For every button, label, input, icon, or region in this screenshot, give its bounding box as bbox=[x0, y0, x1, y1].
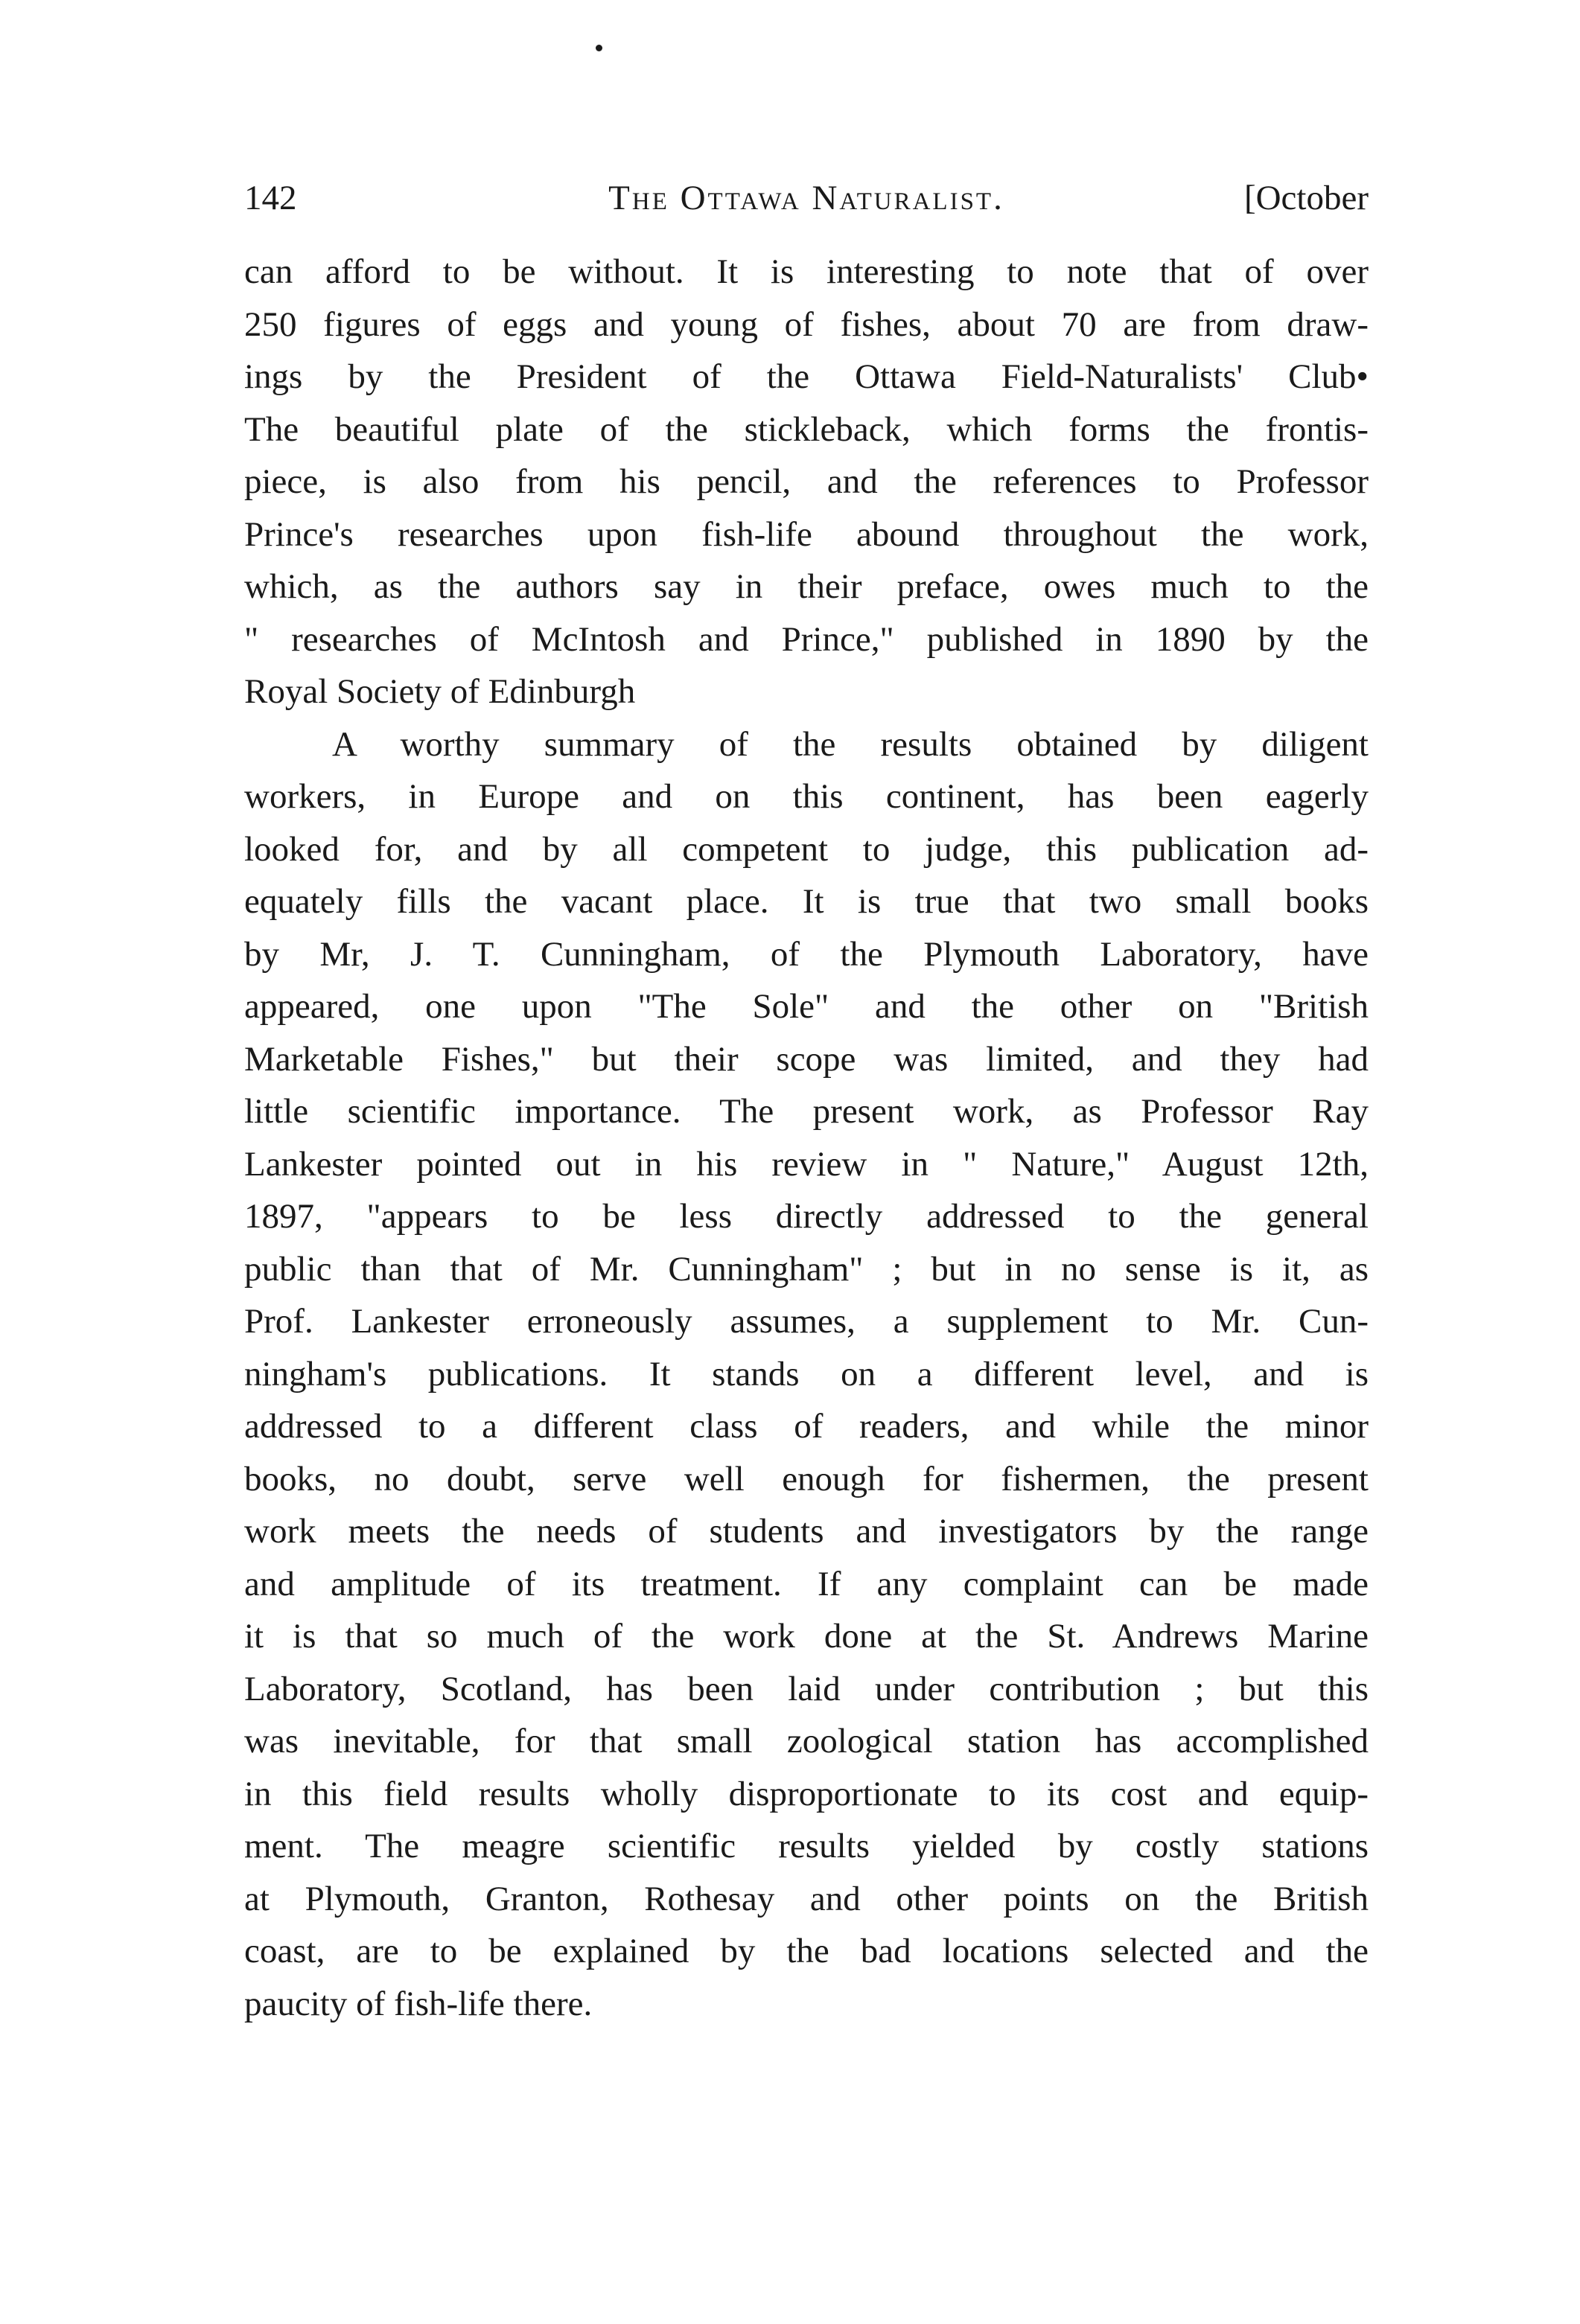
paragraph-2 bbox=[244, 718, 1369, 2031]
text-line: and amplitude of its treatment. If any complaint can be made bbox=[244, 1564, 1369, 1603]
running-head bbox=[244, 168, 1369, 228]
text-line: it is that so much of the work done at the St. Andrews Marine bbox=[244, 1617, 1369, 1656]
text-line: paucity of fish-life there. bbox=[244, 1984, 593, 2023]
text-line: ings by the President of the Ottawa Field-Naturalists' Club• bbox=[244, 357, 1369, 396]
text-line: Laboratory, Scotland, has been laid under contribution ; but this bbox=[244, 1669, 1369, 1708]
text-line: 250 figures of eggs and young of fishes, about 70 are from draw- bbox=[244, 304, 1369, 344]
issue-month: [October bbox=[1243, 179, 1369, 217]
journal-title: The Ottawa Naturalist. bbox=[608, 179, 1004, 217]
text-line: The beautiful plate of the stickleback, which forms the frontis- bbox=[244, 409, 1369, 449]
text-line: little scientific importance. The present work, as Professor Ray bbox=[244, 1092, 1369, 1131]
text-line: coast, are to be explained by the bad locations selected and the bbox=[244, 1932, 1369, 1970]
body-text bbox=[244, 246, 1369, 2030]
text-line: books, no doubt, serve well enough for fishermen, the present bbox=[244, 1459, 1369, 1498]
text-line: piece, is also from his pencil, and the references to Professor bbox=[244, 462, 1369, 501]
text-line: Prof. Lankester erroneously assumes, a supplement to Mr. Cun- bbox=[244, 1302, 1369, 1341]
text-line: work meets the needs of students and investigators by the range bbox=[244, 1512, 1369, 1551]
text-line: 1897, "appears to be less directly addressed to the general bbox=[244, 1197, 1369, 1236]
text-line: at Plymouth, Granton, Rothesay and other points on the British bbox=[244, 1879, 1369, 1918]
text-line: " researches of McIntosh and Prince," published in 1890 by the bbox=[244, 619, 1369, 659]
text-line: equately fills the vacant place. It is true that two small books bbox=[244, 882, 1369, 921]
text-line: can afford to be without. It is interesting to note that of over bbox=[244, 252, 1369, 291]
text-line: addressed to a different class of readers, and while the minor bbox=[244, 1407, 1369, 1446]
text-line: in this field results wholly disproportionate to its cost and equip- bbox=[244, 1774, 1369, 1813]
text-line: Marketable Fishes," but their scope was limited, and they had bbox=[244, 1039, 1369, 1079]
text-line: Prince's researches upon fish-life abound throughout the work, bbox=[244, 514, 1369, 554]
text-line: was inevitable, for that small zoological station has accomplished bbox=[244, 1722, 1369, 1760]
paragraph-1 bbox=[244, 246, 1369, 718]
text-line: public than that of Mr. Cunningham" ; but in no sense is it, as bbox=[244, 1249, 1369, 1289]
text-line: A worthy summary of the results obtained by diligent bbox=[332, 724, 1369, 764]
text-line: Lankester pointed out in his review in " Nature," August 12th, bbox=[244, 1144, 1369, 1184]
page-number: 142 bbox=[244, 179, 297, 217]
text-line: which, as the authors say in their preface, owes much to the bbox=[244, 567, 1369, 606]
text-line: appeared, one upon "The Sole" and the other on "British bbox=[244, 987, 1369, 1026]
text-line: ment. The meagre scientific results yielded by costly stations bbox=[244, 1827, 1369, 1865]
text-line: looked for, and by all competent to judge, this publication ad- bbox=[244, 829, 1369, 869]
text-line: workers, in Europe and on this continent, has been eagerly bbox=[244, 777, 1369, 816]
text-line: ningham's publications. It stands on a different level, and is bbox=[244, 1354, 1369, 1394]
text-line: Royal Society of Edinburgh bbox=[244, 672, 636, 711]
text-line: by Mr, J. T. Cunningham, of the Plymouth Laboratory, have bbox=[244, 934, 1369, 974]
printed-dot-mark bbox=[596, 45, 602, 51]
